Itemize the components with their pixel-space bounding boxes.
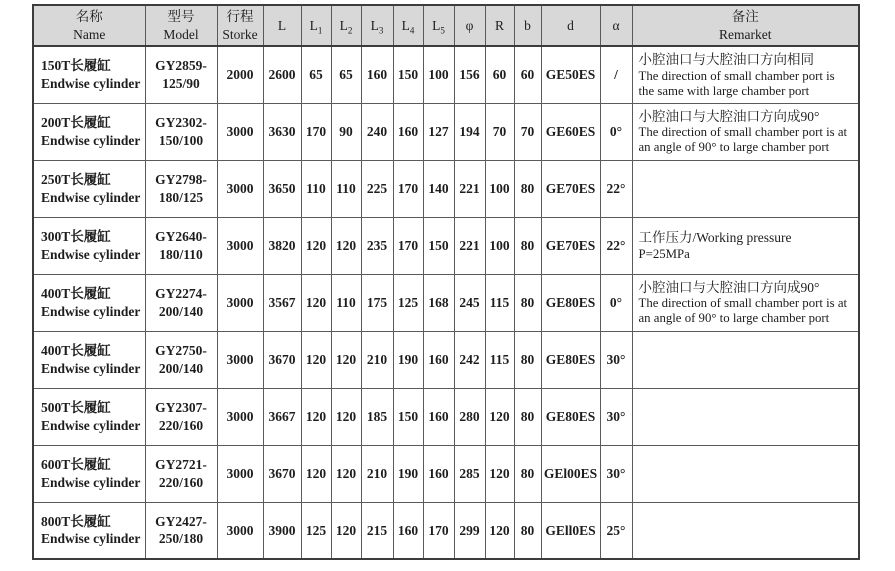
table-row: [33, 331, 859, 388]
cell-storke: 2000: [217, 46, 263, 103]
cell-L2: 120: [331, 502, 361, 559]
cell-name: 200T长履缸 Endwise cylinder: [33, 103, 145, 160]
cell-phi: 299: [454, 502, 485, 559]
cell-phi: 245: [454, 274, 485, 331]
col-header-phi: φ: [454, 5, 485, 46]
table-row: [33, 445, 859, 502]
cell-L3: 210: [361, 445, 393, 502]
cell-storke: 3000: [217, 103, 263, 160]
cell-name: 800T长履缸 Endwise cylinder: [33, 502, 145, 559]
cell-d: GE70ES: [541, 217, 600, 274]
cell-d: GE80ES: [541, 274, 600, 331]
cell-L1: 170: [301, 103, 331, 160]
cell-L1: 120: [301, 217, 331, 274]
cell-model: GY2302- 150/100: [145, 103, 217, 160]
cell-model: GY2427- 250/180: [145, 502, 217, 559]
cell-L4: 125: [393, 274, 423, 331]
col-header-alpha: α: [600, 5, 632, 46]
cell-d: GEll0ES: [541, 502, 600, 559]
cell-R: 115: [485, 274, 514, 331]
col-header-storke: 行程 Storke: [217, 5, 263, 46]
cell-d: GE60ES: [541, 103, 600, 160]
cell-d: GE50ES: [541, 46, 600, 103]
header-row: [33, 5, 859, 46]
cell-storke: 3000: [217, 502, 263, 559]
cell-model: GY2798- 180/125: [145, 160, 217, 217]
cell-L5: 160: [423, 388, 454, 445]
cell-phi: 156: [454, 46, 485, 103]
cell-remark: [632, 388, 859, 445]
cell-L5: 170: [423, 502, 454, 559]
col-header-d: d: [541, 5, 600, 46]
cell-phi: 194: [454, 103, 485, 160]
cell-L1: 120: [301, 445, 331, 502]
cell-L3: 210: [361, 331, 393, 388]
cell-L3: 185: [361, 388, 393, 445]
table-row: [33, 502, 859, 559]
col-header-model: 型号 Model: [145, 5, 217, 46]
cell-L3: 175: [361, 274, 393, 331]
cell-L5: 127: [423, 103, 454, 160]
cell-model: GY2859- 125/90: [145, 46, 217, 103]
cell-L4: 190: [393, 445, 423, 502]
cell-L1: 65: [301, 46, 331, 103]
cell-b: 80: [514, 217, 541, 274]
cell-L2: 110: [331, 274, 361, 331]
cell-L4: 160: [393, 103, 423, 160]
table-row: [33, 388, 859, 445]
cell-alpha: 25°: [600, 502, 632, 559]
cell-remark: [632, 502, 859, 559]
cell-L5: 100: [423, 46, 454, 103]
col-header-L5: $L_5$: [423, 5, 454, 46]
table-row: [33, 103, 859, 160]
cell-L2: 120: [331, 217, 361, 274]
cell-L4: 190: [393, 331, 423, 388]
cell-name: 150T长履缸 Endwise cylinder: [33, 46, 145, 103]
cell-L3: 240: [361, 103, 393, 160]
cell-name: 600T长履缸 Endwise cylinder: [33, 445, 145, 502]
cell-alpha: 30°: [600, 388, 632, 445]
cell-R: 115: [485, 331, 514, 388]
cell-L4: 150: [393, 46, 423, 103]
cell-alpha: 22°: [600, 160, 632, 217]
cell-b: 80: [514, 160, 541, 217]
cell-alpha: /: [600, 46, 632, 103]
cell-L1: 120: [301, 274, 331, 331]
cell-alpha: 0°: [600, 103, 632, 160]
table-row: [33, 274, 859, 331]
col-header-L: L: [263, 5, 301, 46]
cell-L3: 225: [361, 160, 393, 217]
cell-remark: [632, 331, 859, 388]
cell-name: 400T长履缸 Endwise cylinder: [33, 331, 145, 388]
cell-alpha: 30°: [600, 445, 632, 502]
cell-L: 3820: [263, 217, 301, 274]
cell-phi: 221: [454, 217, 485, 274]
cell-phi: 242: [454, 331, 485, 388]
cell-L5: 140: [423, 160, 454, 217]
cell-name: 500T长履缸 Endwise cylinder: [33, 388, 145, 445]
cell-L: 3567: [263, 274, 301, 331]
cell-L: 3630: [263, 103, 301, 160]
cell-b: 80: [514, 331, 541, 388]
cell-L4: 170: [393, 160, 423, 217]
cell-R: 120: [485, 445, 514, 502]
cell-R: 60: [485, 46, 514, 103]
cell-L: 3900: [263, 502, 301, 559]
cell-L3: 160: [361, 46, 393, 103]
cell-phi: 285: [454, 445, 485, 502]
cell-L2: 65: [331, 46, 361, 103]
cell-L5: 168: [423, 274, 454, 331]
cell-b: 60: [514, 46, 541, 103]
cell-L3: 215: [361, 502, 393, 559]
cell-L1: 125: [301, 502, 331, 559]
cell-R: 70: [485, 103, 514, 160]
cell-L: 3670: [263, 445, 301, 502]
cell-model: GY2721- 220/160: [145, 445, 217, 502]
col-header-L4: $L_4$: [393, 5, 423, 46]
cell-L3: 235: [361, 217, 393, 274]
cell-remark: [632, 160, 859, 217]
cell-model: GY2274- 200/140: [145, 274, 217, 331]
cell-storke: 3000: [217, 331, 263, 388]
cell-R: 100: [485, 160, 514, 217]
cell-L2: 90: [331, 103, 361, 160]
cell-L5: 150: [423, 217, 454, 274]
cell-R: 120: [485, 388, 514, 445]
cell-remark: [632, 445, 859, 502]
cell-L: 3650: [263, 160, 301, 217]
cell-model: GY2307- 220/160: [145, 388, 217, 445]
cell-L: 3670: [263, 331, 301, 388]
cell-b: 70: [514, 103, 541, 160]
cell-d: GEl00ES: [541, 445, 600, 502]
cell-L2: 120: [331, 388, 361, 445]
cell-b: 80: [514, 388, 541, 445]
cell-storke: 3000: [217, 274, 263, 331]
col-header-remark: 备注 Remarket: [632, 5, 859, 46]
cell-L2: 120: [331, 331, 361, 388]
cell-storke: 3000: [217, 217, 263, 274]
cell-L2: 110: [331, 160, 361, 217]
cell-b: 80: [514, 502, 541, 559]
cell-name: 250T长履缸 Endwise cylinder: [33, 160, 145, 217]
cell-L1: 120: [301, 388, 331, 445]
cell-alpha: 0°: [600, 274, 632, 331]
cell-phi: 280: [454, 388, 485, 445]
cell-d: GE80ES: [541, 388, 600, 445]
cell-model: GY2750- 200/140: [145, 331, 217, 388]
table-row: [33, 217, 859, 274]
table-row: [33, 160, 859, 217]
cell-L: 3667: [263, 388, 301, 445]
cell-L4: 160: [393, 502, 423, 559]
cell-alpha: 22°: [600, 217, 632, 274]
cell-remark: 小腔油口与大腔油口方向成90° The direction of small chamber port is at an angle of 90° to large chamber port: [632, 274, 859, 331]
cell-L4: 150: [393, 388, 423, 445]
cell-name: 400T长履缸 Endwise cylinder: [33, 274, 145, 331]
cell-d: GE70ES: [541, 160, 600, 217]
cell-L: 2600: [263, 46, 301, 103]
col-header-L3: $L_3$: [361, 5, 393, 46]
cell-b: 80: [514, 274, 541, 331]
cell-L5: 160: [423, 331, 454, 388]
cell-d: GE80ES: [541, 331, 600, 388]
cell-L1: 110: [301, 160, 331, 217]
cell-storke: 3000: [217, 388, 263, 445]
cell-b: 80: [514, 445, 541, 502]
cell-storke: 3000: [217, 160, 263, 217]
col-header-L1: $L_1$: [301, 5, 331, 46]
cell-remark: 小腔油口与大腔油口方向相同 The direction of small chamber port is the same with large chamber port: [632, 46, 859, 103]
table-row: [33, 46, 859, 103]
cell-L1: 120: [301, 331, 331, 388]
cell-R: 120: [485, 502, 514, 559]
cell-R: 100: [485, 217, 514, 274]
cell-name: 300T长履缸 Endwise cylinder: [33, 217, 145, 274]
cell-storke: 3000: [217, 445, 263, 502]
cell-L5: 160: [423, 445, 454, 502]
cylinder-spec-table: [32, 4, 860, 560]
cell-model: GY2640- 180/110: [145, 217, 217, 274]
col-header-b: b: [514, 5, 541, 46]
col-header-L2: $L_2$: [331, 5, 361, 46]
cell-remark: 工作压力/Working pressure P=25MPa: [632, 217, 859, 274]
cell-phi: 221: [454, 160, 485, 217]
cell-L2: 120: [331, 445, 361, 502]
cell-alpha: 30°: [600, 331, 632, 388]
col-header-name: 名称 Name: [33, 5, 145, 46]
cell-remark: 小腔油口与大腔油口方向成90° The direction of small chamber port is at an angle of 90° to large chamber port: [632, 103, 859, 160]
spec-sheet: [32, 4, 860, 560]
col-header-R: R: [485, 5, 514, 46]
cell-L4: 170: [393, 217, 423, 274]
